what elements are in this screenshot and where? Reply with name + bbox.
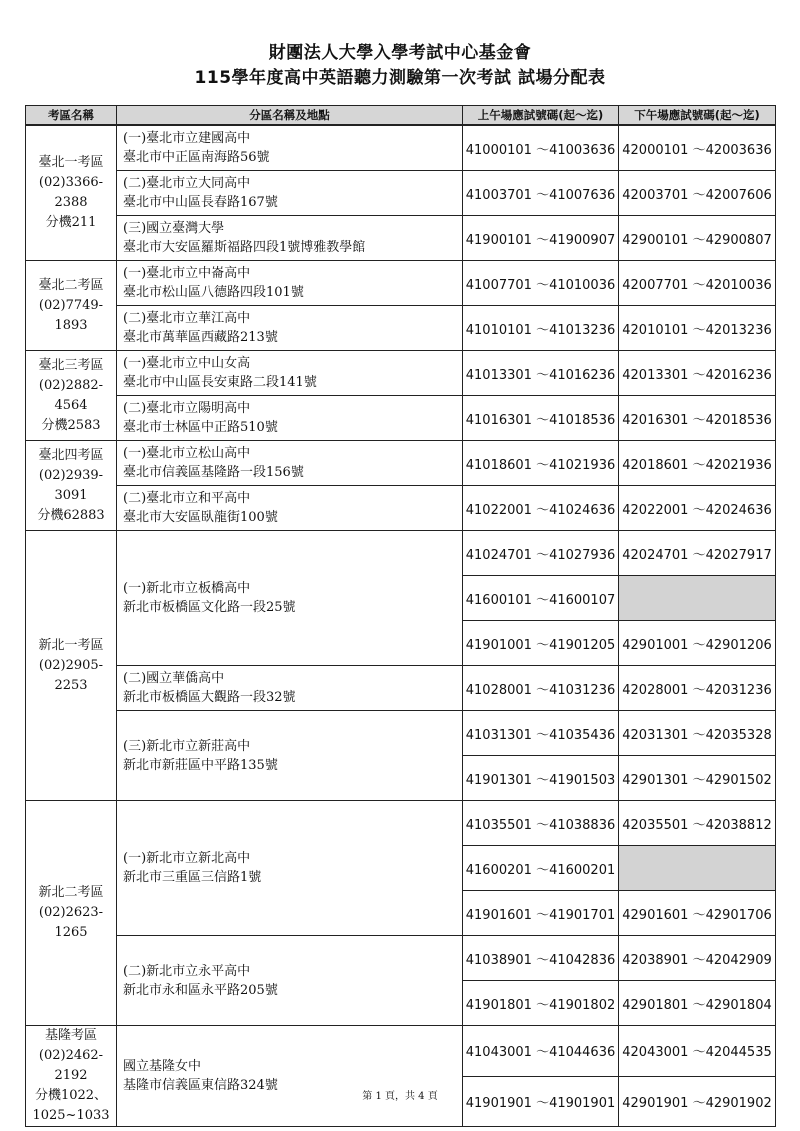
header-site: 分區名稱及地點 — [117, 106, 463, 126]
site-name: 國立基隆女中 — [123, 1059, 202, 1074]
am-range-cell: 41901901 ～41901901 — [463, 1076, 619, 1127]
pm-range-cell: 42028001 ～42031236 — [619, 666, 776, 711]
am-range-cell: 41901801 ～41901802 — [463, 981, 619, 1026]
site-cell — [117, 216, 463, 261]
region-cell — [26, 125, 117, 261]
site-address: 臺北市信義區基隆路一段156號 — [123, 465, 304, 480]
am-range-cell: 41013301 ～41016236 — [463, 351, 619, 396]
pm-range-cell: 42003701 ～42007606 — [619, 171, 776, 216]
site-cell — [117, 306, 463, 351]
page-footer: 第 1 頁，共 4 頁 — [362, 1091, 438, 1102]
site-address: 臺北市松山區八德路四段101號 — [123, 285, 304, 300]
site-address: 臺北市萬華區西藏路213號 — [123, 330, 278, 345]
region-line: 1025~1033 — [32, 1108, 110, 1123]
site-name: (二)臺北市立大同高中 — [123, 176, 251, 191]
region-line: 臺北三考區 — [38, 357, 104, 373]
region-line: (02)7749-1893 — [38, 297, 104, 333]
table-row — [26, 1026, 776, 1077]
site-address: 臺北市大安區羅斯福路四段1號博雅教學館 — [123, 240, 366, 255]
venue-table-body — [26, 125, 776, 1127]
site-name: (三)國立臺灣大學 — [123, 221, 225, 236]
site-cell — [117, 1026, 463, 1127]
site-cell — [117, 171, 463, 216]
pm-range-cell: 42901001 ～42901206 — [619, 621, 776, 666]
pm-range-cell: 42010101 ～42013236 — [619, 306, 776, 351]
region-cell — [26, 801, 117, 1026]
region-line: 臺北二考區 — [38, 277, 104, 293]
table-row — [26, 441, 776, 486]
pm-range-cell: 42000101 ～42003636 — [619, 125, 776, 171]
site-name: (二)臺北市立華江高中 — [123, 311, 251, 326]
am-range-cell: 41000101 ～41003636 — [463, 125, 619, 171]
region-line: 分機211 — [45, 215, 97, 230]
region-line: (02)2462-2192 — [38, 1048, 104, 1083]
region-line: 臺北一考區 — [38, 155, 104, 170]
site-name: (三)新北市立新莊高中 — [123, 738, 251, 754]
site-address: 臺北市中山區長安東路二段141號 — [123, 375, 317, 390]
site-address: 臺北市中正區南海路56號 — [123, 150, 270, 165]
site-cell — [117, 666, 463, 711]
am-range-cell: 41600201 ～41600201 — [463, 846, 619, 891]
region-cell — [26, 531, 117, 801]
table-row — [26, 261, 776, 306]
region-line: (02)2939-3091 — [38, 467, 104, 503]
pm-range-cell: 42901901 ～42901902 — [619, 1076, 776, 1127]
site-address: 新北市新莊區中平路135號 — [123, 757, 278, 773]
region-cell — [26, 1026, 117, 1127]
pm-range-cell: 42031301 ～42035328 — [619, 711, 776, 756]
site-address: 新北市板橋區文化路一段25號 — [123, 600, 296, 615]
table-header-row — [26, 106, 776, 126]
region-line: (02)2905-2253 — [38, 657, 104, 693]
am-range-cell: 41043001 ～41044636 — [463, 1026, 619, 1077]
site-cell — [117, 486, 463, 531]
table-row — [26, 306, 776, 351]
am-range-cell: 41018601 ～41021936 — [463, 441, 619, 486]
site-address: 新北市板橋區大觀路一段32號 — [123, 690, 296, 705]
am-range-cell: 41010101 ～41013236 — [463, 306, 619, 351]
site-name: (一)新北市立板橋高中 — [123, 581, 251, 596]
pm-range-cell: 42043001 ～42044535 — [619, 1026, 776, 1077]
region-line: 新北二考區 — [38, 885, 104, 900]
pm-range-cell: 42016301 ～42018536 — [619, 396, 776, 441]
am-range-cell: 41022001 ～41024636 — [463, 486, 619, 531]
table-row — [26, 171, 776, 216]
site-cell — [117, 351, 463, 396]
am-range-cell: 41901001 ～41901205 — [463, 621, 619, 666]
pm-range-cell: 42901801 ～42901804 — [619, 981, 776, 1026]
region-line: 分機1022、 — [34, 1088, 108, 1103]
site-cell — [117, 441, 463, 486]
table-row — [26, 666, 776, 711]
am-range-cell: 41007701 ～41010036 — [463, 261, 619, 306]
site-name: (一)臺北市立中山女高 — [123, 356, 251, 371]
site-name: (二)新北市立永平高中 — [123, 963, 251, 979]
region-line: 新北一考區 — [38, 637, 104, 653]
site-name: (一)臺北市立建國高中 — [123, 131, 251, 146]
pm-range-cell: 42901601 ～42901706 — [619, 891, 776, 936]
am-range-cell: 41035501 ～41038836 — [463, 801, 619, 846]
region-line: 分機2583 — [41, 417, 101, 433]
table-row — [26, 396, 776, 441]
table-row — [26, 216, 776, 261]
site-cell — [117, 396, 463, 441]
am-range-cell: 41600101 ～41600107 — [463, 576, 619, 621]
site-name: (二)臺北市立和平高中 — [123, 491, 251, 506]
table-row — [26, 351, 776, 396]
site-cell — [117, 125, 463, 171]
header-am-range: 上午場應試號碼(起～迄) — [463, 106, 619, 126]
site-name: (一)臺北市立中崙高中 — [123, 266, 251, 281]
site-cell — [117, 801, 463, 936]
am-range-cell: 41024701 ～41027936 — [463, 531, 619, 576]
pm-range-cell: 42007701 ～42010036 — [619, 261, 776, 306]
pm-range-cell: 42022001 ～42024636 — [619, 486, 776, 531]
site-cell — [117, 531, 463, 666]
site-cell — [117, 711, 463, 801]
table-row — [26, 486, 776, 531]
am-range-cell: 41016301 ～41018536 — [463, 396, 619, 441]
site-name: (一)新北市立新北高中 — [123, 851, 251, 866]
region-line: (02)2882-4564 — [38, 377, 104, 413]
site-address: 新北市永和區永平路205號 — [123, 982, 278, 998]
am-range-cell: 41028001 ～41031236 — [463, 666, 619, 711]
pm-range-cell: 42901301 ～42901502 — [619, 756, 776, 801]
region-line: 分機62883 — [37, 507, 105, 523]
table-row — [26, 531, 776, 576]
am-range-cell: 41003701 ～41007636 — [463, 171, 619, 216]
header-region: 考區名稱 — [26, 106, 117, 126]
region-cell — [26, 351, 117, 441]
site-address: 基隆市信義區東信路324號 — [123, 1078, 278, 1093]
pm-range-cell: 42018601 ～42021936 — [619, 441, 776, 486]
region-cell — [26, 261, 117, 351]
table-row — [26, 936, 776, 981]
site-name: (二)國立華僑高中 — [123, 671, 225, 686]
am-range-cell: 41031301 ～41035436 — [463, 711, 619, 756]
table-row — [26, 711, 776, 756]
site-name: (二)臺北市立陽明高中 — [123, 401, 251, 416]
region-line: 基隆考區 — [44, 1028, 97, 1043]
am-range-cell: 41901601 ～41901701 — [463, 891, 619, 936]
region-line: (02)3366-2388 — [38, 175, 104, 210]
table-row — [26, 125, 776, 171]
document-subtitle: 115學年度高中英語聽力測驗第一次考試 試場分配表 — [194, 68, 606, 88]
pm-range-cell: 42035501 ～42038812 — [619, 801, 776, 846]
pm-range-cell: 42024701 ～42027917 — [619, 531, 776, 576]
pm-range-cell: 42013301 ～42016236 — [619, 351, 776, 396]
site-address: 臺北市大安區臥龍街100號 — [123, 510, 278, 525]
pm-range-cell: 42900101 ～42900807 — [619, 216, 776, 261]
pm-range-empty-cell — [619, 576, 776, 621]
am-range-cell: 41038901 ～41042836 — [463, 936, 619, 981]
am-range-cell: 41900101 ～41900907 — [463, 216, 619, 261]
site-address: 臺北市中山區長春路167號 — [123, 195, 278, 210]
am-range-cell: 41901301 ～41901503 — [463, 756, 619, 801]
header-pm-range: 下午場應試號碼(起～迄) — [619, 106, 776, 126]
site-address: 臺北市士林區中正路510號 — [123, 420, 278, 435]
site-cell — [117, 261, 463, 306]
site-name: (一)臺北市立松山高中 — [123, 446, 251, 461]
site-cell — [117, 936, 463, 1026]
pm-range-empty-cell — [619, 846, 776, 891]
table-row — [26, 801, 776, 846]
pm-range-cell: 42038901 ～42042909 — [619, 936, 776, 981]
document-title: 財團法人大學入學考試中心基金會 — [268, 43, 532, 63]
site-address: 新北市三重區三信路1號 — [123, 870, 262, 885]
region-line: (02)2623-1265 — [38, 905, 104, 940]
region-cell — [26, 441, 117, 531]
venue-table — [25, 105, 776, 1127]
region-line: 臺北四考區 — [38, 447, 104, 463]
